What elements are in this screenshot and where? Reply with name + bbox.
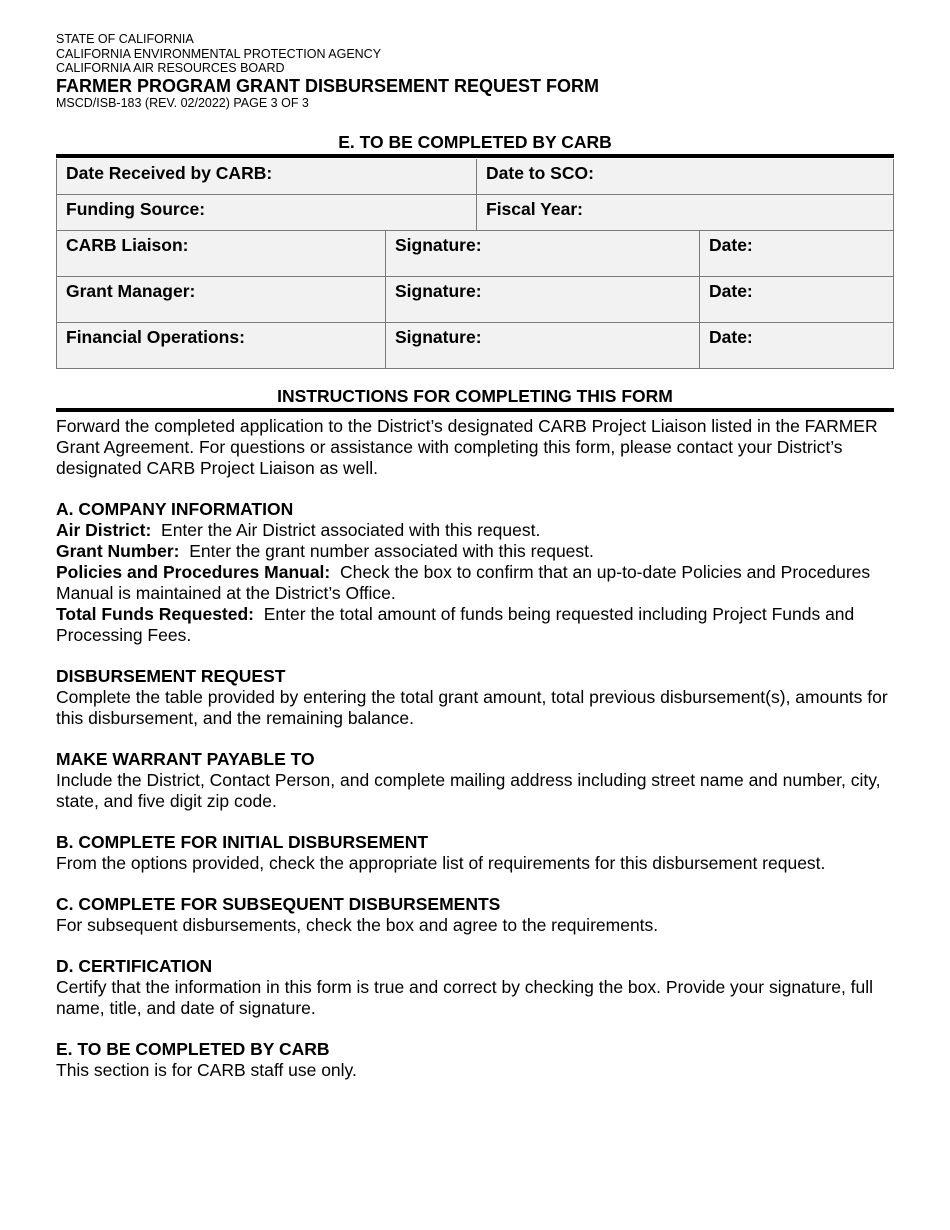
certification-text: Certify that the information in this form is true and correct by checking the box. Provide your signature, full name, title, and date of signature. — [56, 977, 874, 1018]
fiscal-year-field[interactable]: Fiscal Year: — [476, 195, 893, 230]
air-district-text: Enter the Air District associated with this request. — [161, 520, 541, 540]
financial-operations-date-field[interactable]: Date: — [699, 323, 893, 368]
initial-disbursement-title: B. COMPLETE FOR INITIAL DISBURSEMENT — [56, 832, 429, 852]
board-line: CALIFORNIA AIR RESOURCES BOARD — [56, 61, 285, 75]
carb-table-row — [56, 231, 894, 277]
agency-line: CALIFORNIA ENVIRONMENTAL PROTECTION AGENCY — [56, 46, 382, 61]
air-district-instruction — [56, 520, 894, 541]
carb-liaison-field[interactable]: CARB Liaison: — [57, 231, 385, 276]
form-number: MSCD/ISB-183 (REV. 02/2022) PAGE 3 OF 3 — [56, 95, 309, 110]
disbursement-request-block — [56, 666, 894, 729]
instructions-intro: Forward the completed application to the District’s designated CARB Project Liaison listed in the FARMER Grant Agreement. For questions or assistance with completing this form, please contact your District’s designated CARB Project Liaison as well. — [56, 416, 878, 478]
subsequent-disbursements-text: For subsequent disbursements, check the box and agree to the requirements. — [56, 915, 659, 935]
grant-manager-date-field[interactable]: Date: — [699, 277, 893, 322]
form-header — [56, 32, 599, 110]
carb-liaison-date-field[interactable]: Date: — [699, 231, 893, 276]
initial-disbursement-text: From the options provided, check the appropriate list of requirements for this disbursement request. — [56, 853, 826, 873]
total-funds-text: Enter the total amount of funds being requested including Project Funds and Processing Fees. — [56, 604, 855, 645]
carb-heading-rule — [56, 154, 894, 158]
date-to-sco-field[interactable]: Date to SCO: — [476, 159, 893, 194]
warrant-payable-title: MAKE WARRANT PAYABLE TO — [56, 749, 315, 769]
carb-table-row — [56, 323, 894, 369]
carb-table-row — [56, 277, 894, 323]
carb-table-row — [56, 195, 894, 231]
financial-operations-field[interactable]: Financial Operations: — [57, 323, 385, 368]
financial-operations-signature-field[interactable]: Signature: — [385, 323, 699, 368]
carb-table — [56, 159, 894, 369]
policies-label: Policies and Procedures Manual: — [56, 562, 331, 582]
air-district-label: Air District: — [56, 520, 152, 540]
state-line: STATE OF CALIFORNIA — [56, 32, 194, 46]
grant-number-instruction — [56, 541, 894, 562]
date-received-field[interactable]: Date Received by CARB: — [57, 159, 476, 194]
carb-table-row — [56, 159, 894, 195]
disbursement-request-title: DISBURSEMENT REQUEST — [56, 666, 286, 686]
company-information-title: A. COMPANY INFORMATION — [56, 499, 294, 519]
grant-number-text: Enter the grant number associated with this request. — [189, 541, 594, 561]
funding-source-field[interactable]: Funding Source: — [57, 195, 476, 230]
instructions-body — [56, 416, 894, 1081]
warrant-payable-text: Include the District, Contact Person, and complete mailing address including street name and number, city, state, and five digit zip code. — [56, 770, 881, 811]
certification-block — [56, 956, 894, 1019]
instructions-heading: INSTRUCTIONS FOR COMPLETING THIS FORM — [277, 386, 673, 406]
policies-text: Check the box to confirm that an up-to-date Policies and Procedures Manual is maintained at the District’s Office. — [56, 562, 871, 603]
policies-instruction — [56, 562, 894, 604]
subsequent-disbursements-title: C. COMPLETE FOR SUBSEQUENT DISBURSEMENTS — [56, 894, 501, 914]
certification-title: D. CERTIFICATION — [56, 956, 213, 976]
total-funds-instruction — [56, 604, 894, 646]
initial-disbursement-block — [56, 832, 894, 874]
carb-liaison-signature-field[interactable]: Signature: — [385, 231, 699, 276]
grant-manager-field[interactable]: Grant Manager: — [57, 277, 385, 322]
disbursement-request-text: Complete the table provided by entering the total grant amount, total previous disbursement(s), amounts for this disbursement, and the remaining balance. — [56, 687, 888, 728]
carb-use-block — [56, 1039, 894, 1081]
warrant-payable-block — [56, 749, 894, 812]
total-funds-label: Total Funds Requested: — [56, 604, 255, 624]
grant-number-label: Grant Number: — [56, 541, 180, 561]
company-information-block — [56, 499, 894, 646]
instructions-heading-rule — [56, 408, 894, 412]
form-title: FARMER PROGRAM GRANT DISBURSEMENT REQUEST FORM — [56, 75, 600, 96]
carb-use-title: E. TO BE COMPLETED BY CARB — [56, 1039, 330, 1059]
carb-section-heading: E. TO BE COMPLETED BY CARB — [338, 132, 612, 152]
grant-manager-signature-field[interactable]: Signature: — [385, 277, 699, 322]
carb-use-text: This section is for CARB staff use only. — [56, 1060, 357, 1080]
subsequent-disbursements-block — [56, 894, 894, 936]
